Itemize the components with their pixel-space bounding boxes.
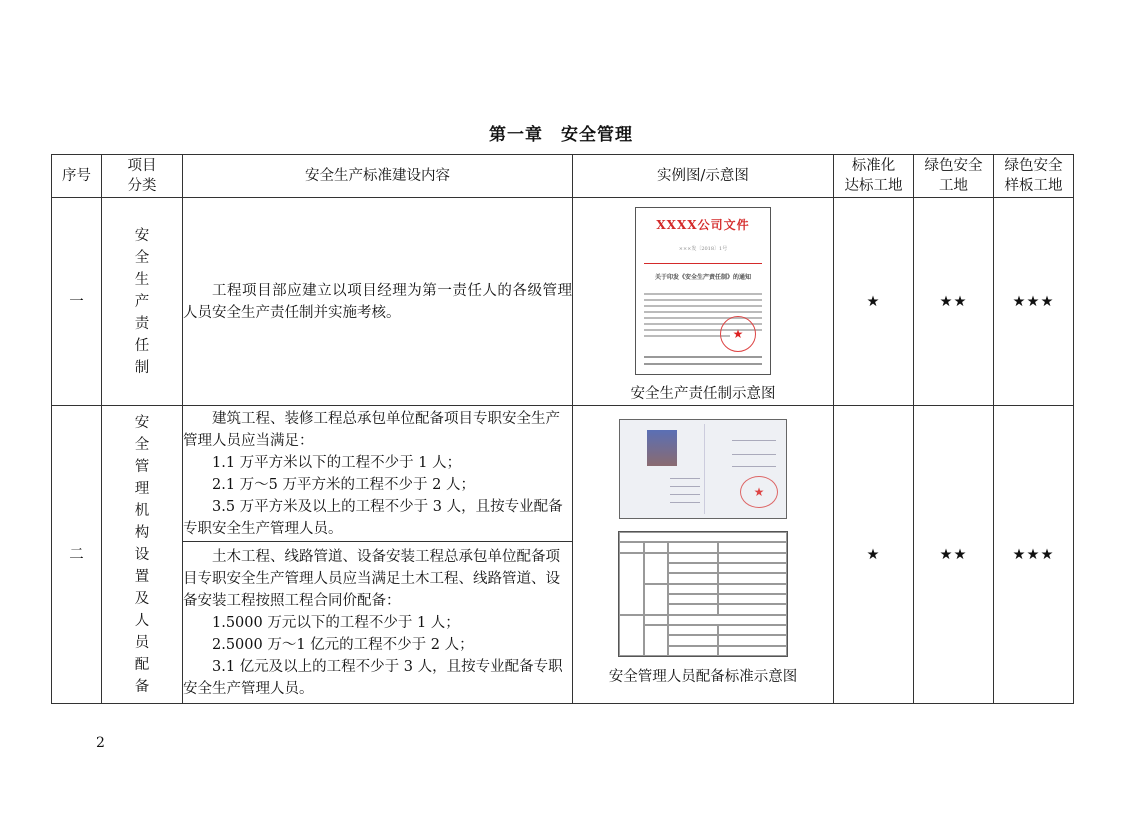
table-row [52,406,1074,542]
header-level1-line2: 达标工地 [844,178,903,194]
header-level3-line2: 样板工地 [1004,178,1063,194]
table-row [52,198,1074,406]
page-number: 2 [96,735,105,751]
content-item: 2.1 万～5 万平方米的工程不少于 2 人； [212,476,475,493]
content-item: 1.5000 万元以下的工程不少于 1 人； [212,614,460,631]
category-char: 管 [134,458,150,475]
content-item: 1.1 万平方米以下的工程不少于 1 人； [212,454,462,471]
red-seal-icon: ★ [720,316,756,352]
rating-level1: ★ [834,198,914,406]
content-item: 3.1 亿元及以上的工程不少于 3 人，且按专业配备专职安全生产管理人员。 [183,658,563,697]
category-char: 安 [134,227,150,244]
category-char: 备 [134,678,150,695]
safety-standards-table [51,154,1074,704]
header-category [102,155,183,198]
header-level3-line1: 绿色安全 [1004,158,1063,174]
category-char: 全 [134,436,150,453]
content-item: 3.5 万平方米及以上的工程不少于 3 人，且按专业配备专职安全生产管理人员。 [183,498,563,537]
row-category [102,198,183,406]
header-content: 安全生产标准建设内容 [183,155,573,198]
category-char: 产 [134,293,150,310]
row-category [102,406,183,704]
header-category-line1: 项目 [127,158,157,174]
category-char: 置 [134,568,150,585]
row-content: 工程项目部应建立以项目经理为第一责任人的各级管理人员安全生产责任制并实施考核。 [183,198,573,406]
doc-number: ×××发〔2018〕1号 [678,246,728,252]
header-level1 [834,155,914,198]
chapter-title: 第一章 安全管理 [489,125,633,145]
category-char: 任 [134,337,150,354]
category-char: 人 [134,612,150,629]
content-intro: 建筑工程、装修工程总承包单位配备项目专职安全生产管理人员应当满足： [183,410,560,449]
category-char: 理 [134,480,150,497]
category-char: 员 [134,634,150,651]
header-image: 实例图/示意图 [573,155,834,198]
category-char: 全 [134,249,150,266]
category-char: 生 [134,271,150,288]
row-image-cell [573,198,834,406]
category-char: 机 [134,502,150,519]
responsibility-document-image [635,207,771,375]
staffing-standard-table-image [618,531,788,657]
red-seal-icon: ★ [740,476,778,508]
header-category-line2: 分类 [127,178,157,194]
image-caption: 安全管理人员配备标准示意图 [608,669,798,685]
category-char: 制 [134,359,150,376]
category-char: 安 [134,414,150,431]
certificate-image [619,419,787,519]
row-image-cell [573,406,834,704]
id-photo [647,430,677,466]
header-level2-line2: 工地 [939,178,968,194]
header-level3 [994,155,1074,198]
category-char: 设 [134,546,150,563]
header-level2-line1: 绿色安全 [924,158,983,174]
header-level2 [914,155,994,198]
category-char: 责 [134,315,150,332]
content-item: 2.5000 万～1 亿元的工程不少于 2 人； [212,636,474,653]
content-block-civil [183,542,573,704]
rating-level3: ★★★ [994,406,1074,704]
table-header-row [52,155,1074,198]
row-index: 一 [52,198,102,406]
category-char: 及 [134,590,150,607]
header-level1-line1: 标准化 [851,158,896,174]
rating-level2: ★★ [914,406,994,704]
category-char: 构 [134,524,150,541]
rating-level1: ★ [834,406,914,704]
rating-level2: ★★ [914,198,994,406]
doc-header: XXXX公司文件 [656,218,750,232]
image-caption: 安全生产责任制示意图 [630,386,776,402]
rating-level3: ★★★ [994,198,1074,406]
content-intro: 土木工程、线路管道、设备安装工程总承包单位配备项目专职安全生产管理人员应当满足土木工程、线路管道、设备安装工程按照工程合同价配备： [183,548,560,609]
doc-subject: 关于印发《安全生产责任制》的通知 [654,274,751,281]
row-index: 二 [52,406,102,704]
content-block-building [183,406,573,542]
header-index: 序号 [52,155,102,198]
category-char: 配 [134,656,150,673]
